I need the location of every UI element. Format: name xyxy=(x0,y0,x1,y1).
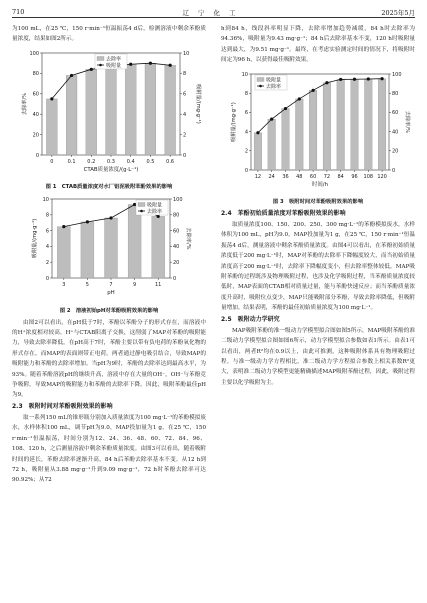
header-rule xyxy=(12,17,415,18)
x-tick-label: 48 xyxy=(296,173,303,180)
line-point xyxy=(367,77,370,80)
left-tick-label: 80 xyxy=(32,71,39,78)
right-tick-label: 2 xyxy=(183,132,187,139)
x-tick-label: 11 xyxy=(155,282,162,289)
legend-swatch-point xyxy=(99,64,102,67)
x-tick-label: 0.3 xyxy=(107,158,115,165)
legend-swatch-bar xyxy=(97,56,104,60)
right-tick-label: 20 xyxy=(173,260,180,267)
line-point xyxy=(284,107,287,110)
legend-label: 去除率 xyxy=(147,209,163,216)
legend xyxy=(136,200,168,215)
paragraph-kinetics: MAP吸附苯酚的准一级动力学模型拟合图如图5所示，MAP吸附苯酚的准二级动力学模型拟合图如图6所示，动力学模型拟合参数如表1所示。由表1可以看出，两者R²均在0.9以上，由此可推测，这种吸附体系具有物理吸附过程。与准一级动力学方程相比，准二级动力学方程拟合参数上相关系数R²更大，表明准二级动力学模型更能精确描述MAP吸附苯酚过程，因此，吸附过程主要以化学吸附为主。 xyxy=(221,327,415,386)
x-tick-label: 36 xyxy=(282,173,289,180)
x-axis-label: pH xyxy=(107,290,115,297)
x-tick-label: 0 xyxy=(50,158,54,165)
left-tick-label: 4 xyxy=(244,129,248,136)
bar xyxy=(105,218,118,278)
x-tick-label: 72 xyxy=(323,173,331,180)
line-point xyxy=(353,77,356,80)
left-tick-label: 0 xyxy=(45,276,49,283)
x-tick-label: 9 xyxy=(133,282,137,289)
figure-3 xyxy=(221,68,415,207)
x-tick-label: 0.2 xyxy=(87,158,96,165)
left-column xyxy=(12,24,206,486)
bar xyxy=(282,108,290,169)
left-tick-label: 6 xyxy=(244,109,248,116)
right-tick-label: 60 xyxy=(173,228,180,235)
section-2-4-heading: 2.4 苯酚初始质量浓度对苯酚吸附效果的影响 xyxy=(221,210,346,218)
paragraph-ph: 由图2可以看出，在pH低于7时，苯酚以苯酚分子的形式存在，而溶液中的H⁺浓度相对较高。H⁺与CTAB阳离子交换，这削弱了MAP对苯酚的吸附能力，导致去除率降低。在pH高于7时，苯酚主要以带有负电荷的苯酚氧化物的形式存在，而MAP的表面则带正电荷。两者通过静电吸引结合，导致MAP的吸附能力和苯酚的去除率增加。当pH为9时，苯酚的去除率达到最高水平，为93%。随着苯酚溶液pH的继续升高，溶液中存在大量的OH⁻，OH⁻与苯酚竞争吸附，导致MAP的吸附能力和苯酚的去除率下降。因此，吸附苯酚最佳pH为9。 xyxy=(12,319,206,399)
bar xyxy=(145,63,156,155)
paragraph-concentration: 取质量浓度100、150、200、250、300 mg·L⁻¹的苯酚模拟废水，水样体积为100 mL，pH为9.0，MAP投加量为1 g，在25 ℃，150 r·min⁻¹恒温振荡4 d后，测量溶液中剩余苯酚质量浓度。由图4可以看出，在苯酚初始质量浓度低于200 mg·L⁻¹时，MAP对苯酚的去除率下降幅度较大，而当初始质量浓度高于200 mg·L⁻¹时，去除率下降幅度变小，但去除率整体较低。MAP吸附苯酚的过程既涉及物理吸附过程，也涉及化学吸附过程，当苯酚质量浓度较低时，MAP表面的CTAB相对质量过量，能与苯酚快速反应；而当苯酚质量浓度升高时，吸附位点变少，MAP只能吸附部分苯酚，导致去除率降低，但吸附量增加。结果表明，苯酚的最佳初始质量浓度为100 mg·L⁻¹。 xyxy=(221,222,415,312)
right-tick-label: 8 xyxy=(183,71,187,78)
right-tick-label: 0 xyxy=(183,152,187,159)
chart-fig3 xyxy=(221,68,415,194)
line-point xyxy=(381,77,384,80)
line-point xyxy=(86,221,89,224)
left-tick-label: 10 xyxy=(241,71,248,78)
y-axis-label-right: 吸附量/(mg·g⁻¹) xyxy=(195,84,201,124)
x-tick-label: 96 xyxy=(351,173,358,180)
x-tick-label: 0.1 xyxy=(67,158,76,165)
right-tick-label: 20 xyxy=(392,148,399,155)
x-tick-label: 12 xyxy=(254,173,262,180)
line-point xyxy=(129,62,132,65)
right-tick-label: 100 xyxy=(173,197,183,204)
y-axis-label-right: 去除率/% xyxy=(185,227,191,250)
right-tick-label: 40 xyxy=(392,129,399,136)
journal-title: 辽宁化工 xyxy=(182,9,245,17)
y-axis-label-left: 吸附量/(mg·g⁻¹) xyxy=(32,218,38,259)
line-point xyxy=(62,225,65,228)
y-axis-label-left: 去除率/% xyxy=(22,92,28,115)
right-tick-label: 10 xyxy=(183,50,190,57)
bar xyxy=(165,65,176,155)
legend-swatch-bar xyxy=(138,203,145,207)
left-tick-label: 4 xyxy=(45,244,49,251)
line-point xyxy=(256,131,259,134)
line-point xyxy=(339,77,342,80)
legend-label: 吸附量 xyxy=(266,77,282,84)
bar xyxy=(296,99,304,170)
right-tick-label: 60 xyxy=(392,109,399,116)
section-2-5-heading: 2.5 吸附动力学研究 xyxy=(221,315,280,323)
legend-swatch-point xyxy=(140,210,143,213)
x-tick-label: 24 xyxy=(268,173,275,180)
line-point xyxy=(270,117,273,120)
right-tick-label: 4 xyxy=(183,111,187,118)
x-tick-label: 5 xyxy=(85,282,89,289)
paragraph-intro: 为100 mL，在25 ℃，150 r·min⁻¹恒温振荡4 d后，检测溶液中剩余苯酚质量浓度，结果如图2所示。 xyxy=(12,26,206,43)
right-tick-label: 100 xyxy=(392,71,402,78)
legend-label: 去除率 xyxy=(266,83,282,90)
right-column xyxy=(221,24,415,388)
left-tick-label: 40 xyxy=(32,111,39,118)
line-point xyxy=(298,97,301,100)
line-point xyxy=(169,63,172,66)
line-point xyxy=(50,97,53,100)
x-tick-label: 120 xyxy=(377,173,387,180)
x-tick-label: 0.6 xyxy=(166,158,175,165)
bar xyxy=(125,64,136,155)
legend-label: 吸附量 xyxy=(106,62,122,69)
y-axis-label-right: 去除率/% xyxy=(404,110,410,133)
section-2-3-heading: 2.3 吸附时间对苯酚吸附效果的影响 xyxy=(12,402,113,410)
x-tick-label: 0.4 xyxy=(126,158,135,165)
legend-swatch-point xyxy=(259,84,262,87)
x-axis-label: CTAB质量浓度/(g·L⁻¹) xyxy=(83,166,139,173)
line-point xyxy=(90,68,93,71)
legend-swatch-bar xyxy=(257,77,264,81)
bar xyxy=(254,132,262,169)
x-tick-label: 3 xyxy=(62,282,66,289)
paragraph-continued: h到84 h，线段斜率明显下降，去除率增加趋势减缓，84 h时去除率为94.36%，吸附量为9.43 mg·g⁻¹；84 h后去除率基本不变，120 h时吸附量达到最大，为9.51 mg·g⁻¹。最终，在考虑实验测定时间的情况下，将吸附时间定为96 h，以获得最佳吸附效果。 xyxy=(221,26,415,64)
bar xyxy=(66,75,77,155)
left-tick-label: 0 xyxy=(35,152,39,159)
issue-date: 2025年5月 xyxy=(381,9,415,17)
line-point xyxy=(157,215,160,218)
chart-fig1 xyxy=(12,47,206,179)
right-tick-label: 80 xyxy=(392,90,399,97)
bar xyxy=(128,205,141,278)
x-axis-label: 时间/h xyxy=(311,181,329,188)
y-axis-label-left: 吸附量/(mg·g⁻¹) xyxy=(231,101,237,142)
x-tick-label: 0.5 xyxy=(146,158,155,165)
x-tick-label: 84 xyxy=(337,173,344,180)
legend xyxy=(95,54,127,69)
x-tick-label: 60 xyxy=(309,173,317,180)
left-tick-label: 10 xyxy=(42,197,49,204)
legend xyxy=(255,75,287,90)
left-tick-label: 60 xyxy=(32,91,39,98)
right-tick-label: 0 xyxy=(392,167,396,174)
x-tick-label: 7 xyxy=(109,282,113,289)
x-tick-label: 108 xyxy=(363,173,374,180)
bar xyxy=(323,82,331,169)
right-tick-label: 6 xyxy=(183,91,187,98)
right-tick-label: 0 xyxy=(173,276,177,283)
line-point xyxy=(70,74,73,77)
figure-3-caption: 图 3 吸附时间对苯酚吸附效果的影响 xyxy=(272,199,364,206)
line-point xyxy=(109,217,112,220)
left-tick-label: 20 xyxy=(32,132,39,139)
bar xyxy=(57,227,70,278)
left-tick-label: 2 xyxy=(244,148,248,155)
line-point xyxy=(312,88,315,91)
bar xyxy=(152,217,165,279)
bar xyxy=(46,99,57,155)
bar xyxy=(378,78,386,169)
left-tick-label: 100 xyxy=(29,50,39,57)
right-tick-label: 40 xyxy=(173,244,180,251)
left-tick-label: 8 xyxy=(244,90,248,97)
bar xyxy=(86,69,97,155)
figure-2 xyxy=(12,194,206,315)
bar xyxy=(81,222,94,278)
right-tick-label: 80 xyxy=(173,212,180,219)
line-point xyxy=(149,61,152,64)
figure-1 xyxy=(12,47,206,192)
left-tick-label: 8 xyxy=(45,212,49,219)
bar xyxy=(309,90,317,170)
bar xyxy=(337,79,345,170)
line-point xyxy=(133,203,136,206)
figure-1-caption: 图 1 CTAB质量浓度对水厂铝泥吸附苯酚效果的影响 xyxy=(45,184,173,191)
page-number: 710 xyxy=(12,8,25,16)
bar xyxy=(268,119,276,170)
left-tick-label: 6 xyxy=(45,228,49,235)
paragraph-time: 取一系列150 mL的锥形瓶分别加入质量浓度为100 mg·L⁻¹的苯酚模拟废水，水样体积100 mL，调节pH为9.0，MAP投加量为1 g，在25 ℃，150 r·min⁻¹恒温振荡，时间分别为12、24、36、48、60、72、84、96、108、120 h，之后测量溶液中剩余苯酚质量浓度。由图3可以看出，随着吸附时间的延长，苯酚去除率逐渐升高，84 h后苯酚去除率基本不变。从12 h到72 h，吸附量从3.88 mg·g⁻¹升到9.09 mg·g⁻¹，72 h时苯酚去除率可达90.92%；从72 xyxy=(12,414,206,484)
bar xyxy=(106,66,117,155)
left-tick-label: 0 xyxy=(244,167,248,174)
figure-2-caption: 图 2 溶液初始pH对苯酚吸附效果的影响 xyxy=(59,307,159,314)
bar xyxy=(351,79,359,170)
legend-label: 去除率 xyxy=(106,56,122,63)
legend-label: 吸附量 xyxy=(147,202,163,209)
left-tick-label: 2 xyxy=(45,260,49,267)
line-point xyxy=(325,81,328,84)
chart-fig2 xyxy=(12,194,206,302)
bar xyxy=(365,79,373,170)
